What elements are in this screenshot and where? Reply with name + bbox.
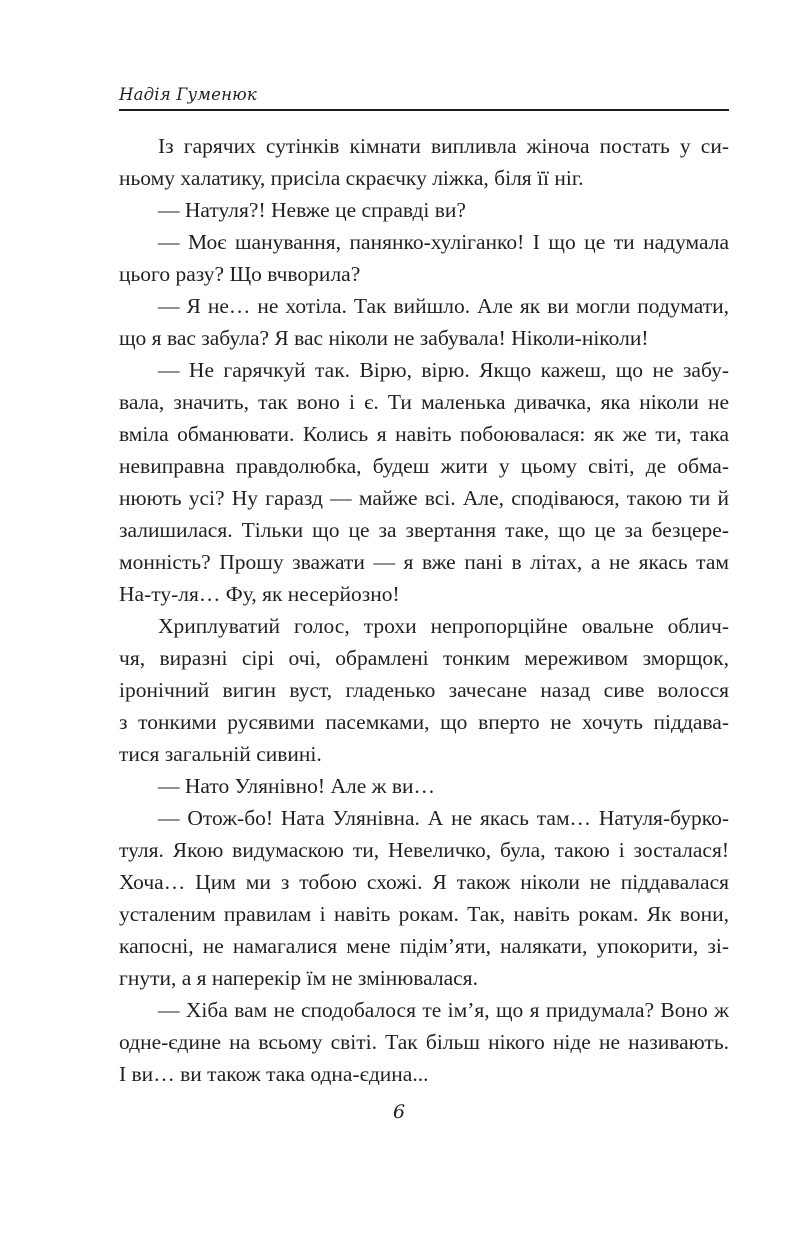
text-line: гнути, а я наперекір їм не змінювалася. bbox=[119, 966, 478, 990]
text-line: — Натуля?! Невже це справді ви? bbox=[158, 198, 466, 222]
text-line: усталеним правилам і навіть рокам. Так, навіть рокам. Як вони, bbox=[119, 902, 729, 926]
running-header bbox=[119, 85, 729, 111]
text-line: Хриплуватий голос, трохи непропорційне овальне облич- bbox=[158, 614, 729, 638]
author-name: Надія Гуменюк bbox=[119, 85, 257, 104]
text-line: вміла обманювати. Колись я навіть побоювалася: як же ти, така bbox=[119, 422, 729, 446]
text-line: І ви… ви також така одна-єдина... bbox=[119, 1062, 429, 1086]
text-line: капосні, не намагалися мене підім’яти, налякати, упокорити, зі- bbox=[119, 934, 729, 958]
text-line: — Моє шанування, панянко-хуліганко! І що це ти надумала bbox=[158, 230, 729, 254]
text-line: невиправна правдолюбка, будеш жити у цьому світі, де обма- bbox=[119, 454, 729, 478]
text-line: — Я не… не хотіла. Так вийшло. Але як ви могли подумати, bbox=[158, 294, 729, 318]
text-line: Із гарячих сутінків кімнати випливла жіноча постать у си- bbox=[158, 134, 729, 158]
text-line: одне-єдине на всьому світі. Так більш нікого ніде не називають. bbox=[119, 1030, 729, 1054]
text-line: На-ту-ля… Фу, як несерйозно! bbox=[119, 582, 400, 606]
text-line: монність? Прошу зважати — я вже пані в літах, а не якась там bbox=[119, 550, 729, 574]
text-line: цього разу? Що вчворила? bbox=[119, 262, 361, 286]
text-line: — Хіба вам не сподобалося те ім’я, що я придумала? Воно ж bbox=[158, 998, 729, 1022]
text-line: — Нато Улянівно! Але ж ви… bbox=[158, 774, 436, 798]
text-line: — Не гарячкуй так. Вірю, вірю. Якщо кажеш, що не забу- bbox=[158, 358, 729, 382]
text-line: залишилася. Тільки що це за звертання таке, що це за безцере- bbox=[119, 518, 729, 542]
text-line: Хоча… Цим ми з тобою схожі. Я також ніколи не піддавалася bbox=[119, 870, 729, 894]
text-line: туля. Якою видумаскою ти, Невеличко, була, такою і зосталася! bbox=[119, 838, 729, 862]
page-number: 6 bbox=[392, 1101, 406, 1123]
text-line: що я вас забула? Я вас ніколи не забувала! Ніколи-ніколи! bbox=[119, 326, 649, 350]
text-line: нюють усі? Ну гаразд — майже всі. Але, сподіваюся, такою ти й bbox=[119, 486, 729, 510]
text-line: іронічний вигин вуст, гладенько зачесане назад сиве волосся bbox=[119, 678, 729, 702]
text-line: чя, виразні сірі очі, обрамлені тонким мереживом зморщок, bbox=[119, 646, 729, 670]
text-line: вала, значить, так воно і є. Ти маленька дивачка, яка ніколи не bbox=[119, 390, 729, 414]
text-line: з тонкими русявими пасемками, що вперто не хочуть піддава- bbox=[119, 710, 729, 734]
text-line: ньому халатику, присіла скраєчку ліжка, біля її ніг. bbox=[119, 166, 584, 190]
body-text bbox=[119, 130, 729, 1090]
text-line: тися загальній сивині. bbox=[119, 742, 322, 766]
text-line: — Отож-бо! Ната Улянівна. А не якась там… Натуля-бурко- bbox=[158, 806, 729, 830]
